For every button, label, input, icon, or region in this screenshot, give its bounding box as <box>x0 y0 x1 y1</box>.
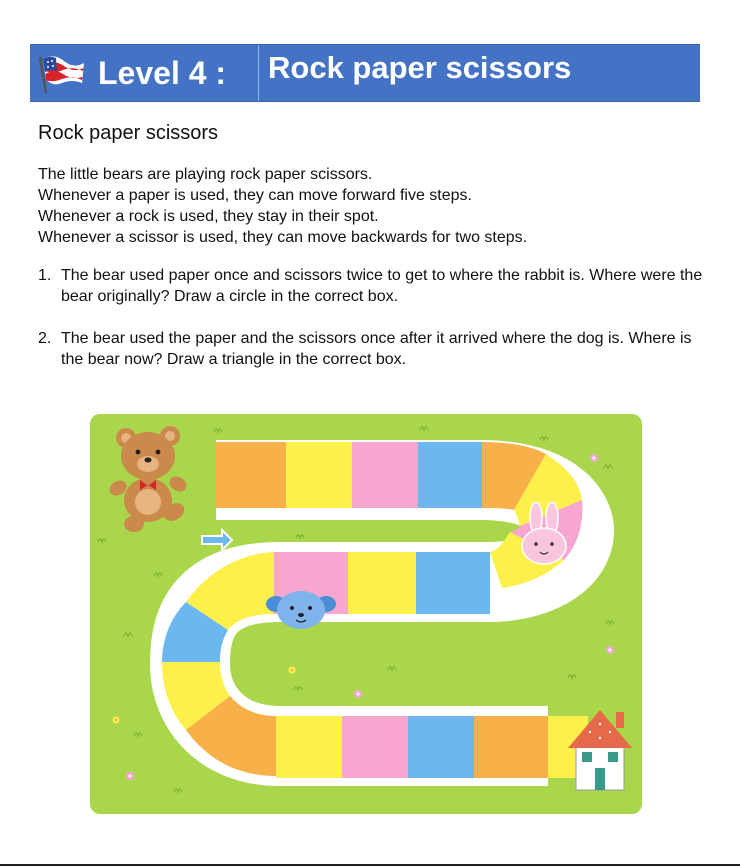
question-list <box>38 265 706 391</box>
path-square <box>276 716 342 778</box>
instruction-line: Whenever a rock is used, they stay in their spot. <box>38 208 379 225</box>
path-square <box>348 552 416 614</box>
page-bottom-rule <box>0 864 740 866</box>
question-item <box>38 265 706 307</box>
level-header <box>30 44 700 102</box>
instructions <box>38 164 718 248</box>
page-title: Rock paper scissors <box>268 50 572 85</box>
path-square <box>342 716 408 778</box>
question-number: 1. <box>38 267 52 284</box>
level-label: Level 4 : <box>98 55 227 91</box>
question-item <box>38 328 706 370</box>
question-text: The bear used the paper and the scissors once after it arrived where the dog is. Where is the bear now? Draw a triangle in the correct box. <box>61 330 692 368</box>
path-square <box>474 716 548 778</box>
instruction-line: Whenever a scissor is used, they can move backwards for two steps. <box>38 229 528 246</box>
game-board <box>90 414 642 814</box>
question-number: 2. <box>38 330 52 347</box>
path-square <box>216 442 286 508</box>
path-square <box>286 442 352 508</box>
instruction-line: Whenever a paper is used, they can move forward five steps. <box>38 187 472 204</box>
path-square <box>408 716 474 778</box>
instruction-line: The little bears are playing rock paper scissors. <box>38 166 373 183</box>
path-square <box>418 442 482 508</box>
path-square <box>416 552 490 614</box>
us-flag-icon <box>36 53 88 95</box>
header-divider <box>258 45 259 101</box>
section-heading: Rock paper scissors <box>38 122 219 144</box>
question-text: The bear used paper once and scissors twice to get to where the rabbit is. Where were the bear originally? Draw a circle in the correct box. <box>61 267 703 305</box>
path-square <box>352 442 418 508</box>
